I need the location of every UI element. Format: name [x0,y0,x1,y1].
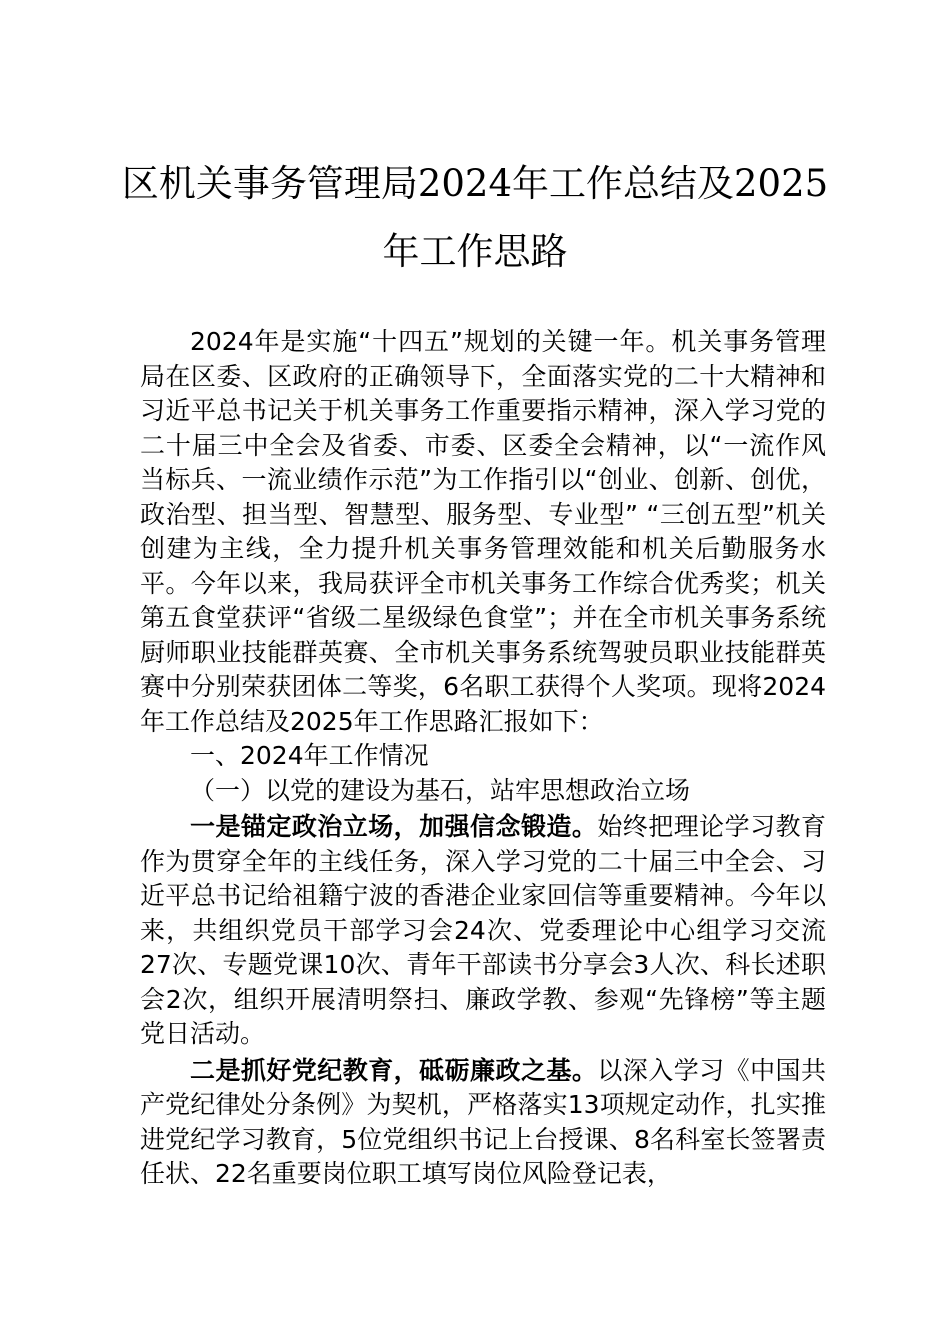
intro-paragraph: 2024年是实施“十四五”规划的关键一年。机关事务管理局在区委、区政府的正确领导下，全面落实党的二十大精神和习近平总书记关于机关事务工作重要指示精神，深入学习党的二十届三中全会及省委、市委、区委全会精神，以“一流作风当标兵、一流业绩作示范”为工作指引以“创业、创新、创优，政治型、担当型、智慧型、服务型、专业型” “三创五型”机关创建为主线，全力提升机关事务管理效能和机关后勤服务水平。今年以来，我局获评全市机关事务工作综合优秀奖；机关第五食堂获评“省级二星级绿色食堂”；并在全市机关事务系统厨师职业技能群英赛、全市机关事务系统驾驶员职业技能群英赛中分别荣获团体二等奖，6名职工获得个人奖项。现将2024年工作总结及2025年工作思路汇报如下： [140,327,826,736]
body-paragraph-2 [140,1054,826,1192]
subsection-heading-1: （一）以党的建设为基石，站牢思想政治立场 [190,775,691,805]
body-paragraph-1 [140,810,826,1052]
paragraph-2-text: 以深入学习《中国共产党纪律处分条例》为契机，严格落实13项规定动作，扎实推进党纪学习教育，5位党组织书记上台授课、8名科室长签署责任状、22名重要岗位职工填写岗位风险登记表， [140,1055,826,1188]
section-heading-1: 一、2024年工作情况 [190,741,429,770]
paragraph-1-text: 始终把理论学习教育作为贯穿全年的主线任务，深入学习党的二十届三中全会、习近平总书记给祖籍宁波的香港企业家回信等重要精神。今年以来，共组织党员干部学习会24次、党委理论中心组学习交流27次、专题党课10次、青年干部读书分享会3人次、科长述职会2次，组织开展清明祭扫、廉政学教、参观“先锋榜”等主题党日活动。 [140,812,826,1048]
paragraph-2-lead: 二是抓好党纪教育，砥砺廉政之基。 [190,1055,598,1085]
document-title: 区机关事务管理局2024年工作总结及2025年工作思路 [121,162,829,273]
document-body [140,325,826,1192]
paragraph-1-lead: 一是锚定政治立场，加强信念锻造。 [190,812,598,841]
